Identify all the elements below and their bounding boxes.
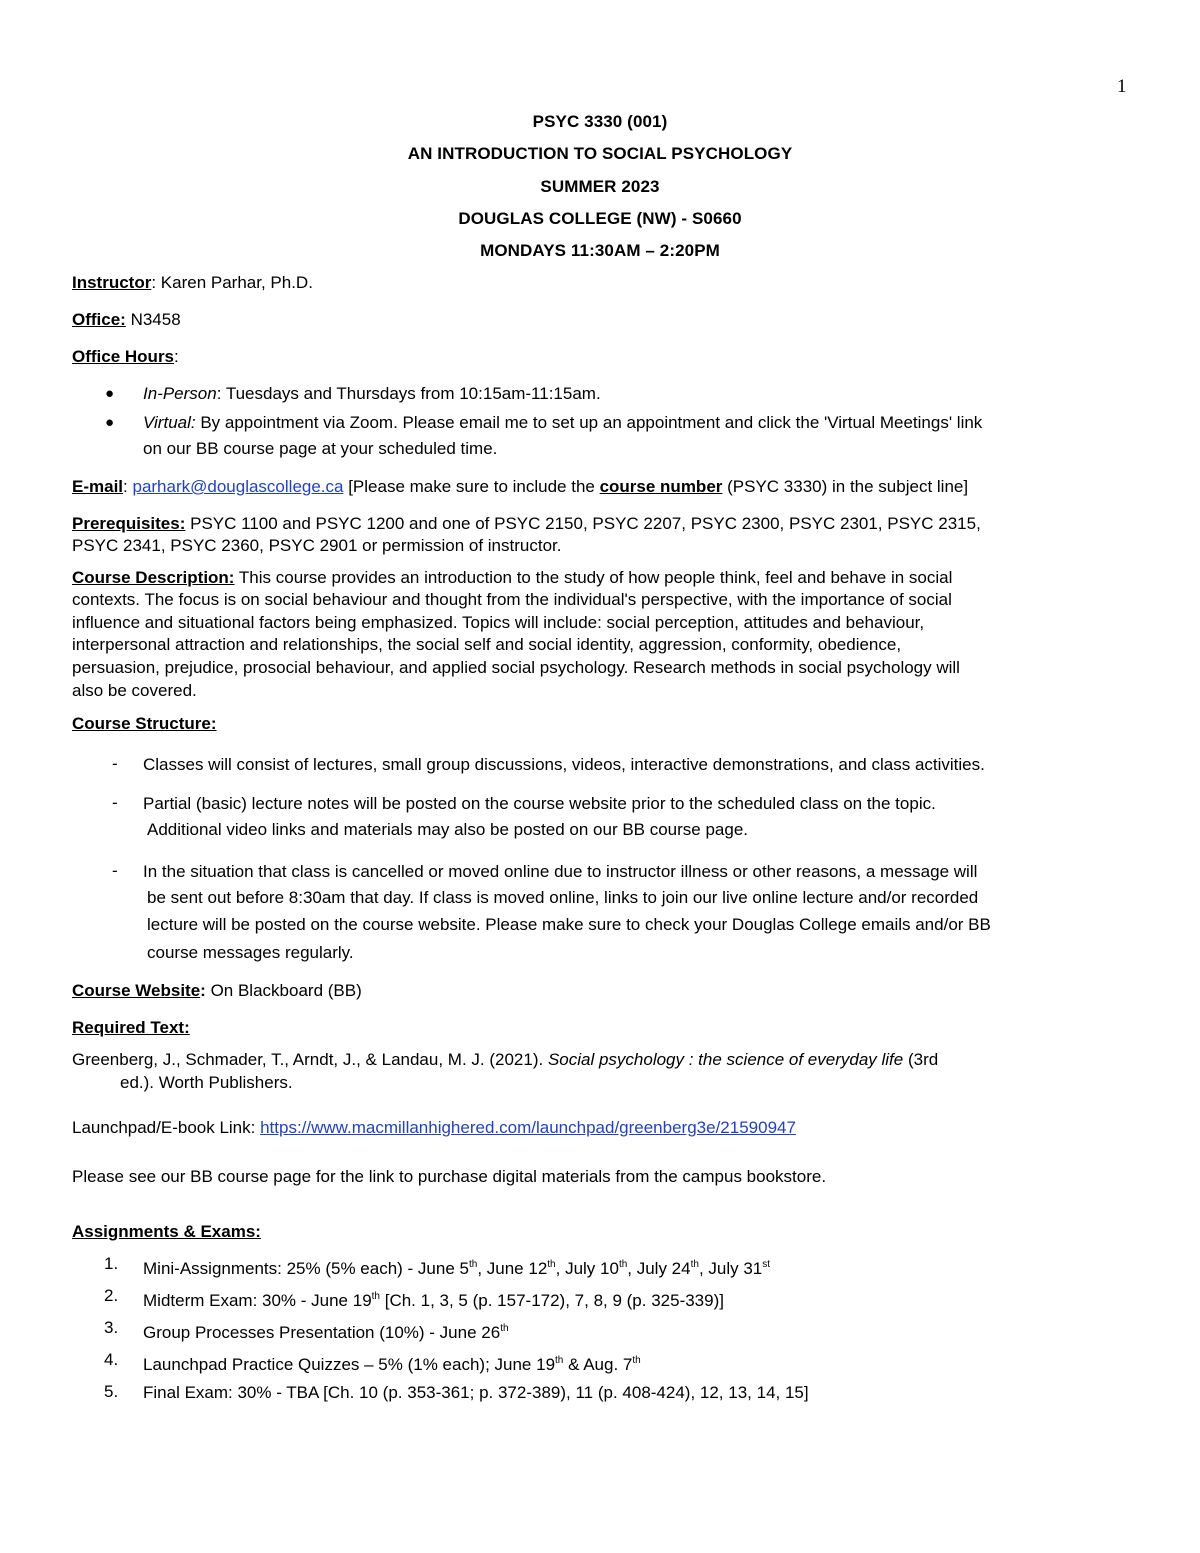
prerequisites-line-1: [72, 513, 981, 535]
assignment-item: [143, 1318, 509, 1344]
email-note-after: (PSYC 3330) in the subject line]: [722, 477, 969, 496]
ordinal-suffix: th: [555, 1355, 564, 1366]
ordinal-suffix: th: [690, 1259, 699, 1270]
term-heading: SUMMER 2023: [540, 177, 660, 196]
ordinal-suffix: th: [371, 1291, 380, 1302]
course-description-text: influence and situational factors being emphasized. Topics will include: social perception, attitudes and behaviour,: [72, 613, 925, 632]
email-note-before: [Please make sure to include the: [343, 477, 600, 496]
assignment-text: , July 10: [555, 1259, 619, 1278]
virtual-text-1: By appointment via Zoom. Please email me to set up an appointment and click the 'Virtual Meetings' link: [195, 413, 983, 432]
assignment-item: [143, 1286, 724, 1312]
ordinal-suffix: th: [618, 1259, 628, 1270]
assignment-number: 5.: [104, 1382, 119, 1401]
launchpad-label: Launchpad/E-book Link:: [72, 1118, 261, 1137]
course-website-value: On Blackboard (BB): [205, 981, 362, 1000]
assignment-text: Midterm Exam: 30% - June 19: [143, 1291, 372, 1310]
prerequisites-text-1: PSYC 1100 and PSYC 1200 and one of PSYC 2150, PSYC 2207, PSYC 2300, PSYC 2301, PSYC 2315,: [185, 514, 981, 533]
citation-title: Social psychology : the science of everyday life: [547, 1050, 904, 1069]
ordinal-suffix: th: [632, 1355, 641, 1366]
course-code-heading: PSYC 3330 (001): [532, 112, 668, 131]
instructor-label: Instructor: [72, 273, 152, 292]
assignment-text: , July 31: [698, 1259, 763, 1278]
assignment-text: Mini-Assignments: 25% (5% each) - June 5: [143, 1259, 469, 1278]
launchpad-link[interactable]: https://www.macmillanhighered.com/launchpad/greenberg3e/21590947: [260, 1118, 796, 1137]
assignment-text: , July 24: [627, 1259, 691, 1278]
citation-edition: (3rd: [903, 1050, 939, 1069]
office-line: [72, 309, 181, 331]
course-website-colon: :: [200, 981, 206, 1000]
schedule-heading: MONDAYS 11:30AM – 2:20PM: [480, 241, 720, 260]
assignment-number: 2.: [104, 1286, 119, 1305]
assignment-item: [143, 1350, 641, 1376]
in-person-label: In-Person: [143, 384, 217, 403]
assignments-label: [72, 1221, 261, 1243]
course-structure-item: course messages regularly.: [147, 943, 354, 962]
email-line: [72, 476, 968, 498]
ordinal-suffix: th: [547, 1259, 556, 1270]
page-number: 1: [1117, 76, 1127, 97]
instructor-value: : Karen Parhar, Ph.D.: [151, 273, 313, 292]
virtual-text-2: on our BB course page at your scheduled time.: [143, 439, 498, 458]
instructor-line: [72, 272, 313, 294]
office-hours-line: [72, 346, 179, 368]
virtual-label: Virtual:: [143, 413, 196, 432]
bullet-icon: ●: [105, 414, 115, 431]
bullet-icon: ●: [105, 385, 115, 402]
assignment-number: 1.: [104, 1254, 119, 1273]
assignment-text: Final Exam: 30% - TBA [Ch. 10 (p. 353-361; p. 372-389), 11 (p. 408-424), 12, 13, 14, 15]: [143, 1383, 809, 1402]
office-label: Office:: [72, 310, 126, 329]
ordinal-suffix: st: [762, 1259, 771, 1270]
prerequisites-text-2: PSYC 2341, PSYC 2360, PSYC 2901 or permission of instructor.: [72, 536, 562, 555]
citation-authors: Greenberg, J., Schmader, T., Arndt, J., & Landau, M. J. (2021).: [72, 1050, 548, 1069]
dash-icon: -: [112, 861, 118, 880]
course-description-line-1: [72, 567, 952, 589]
email-link[interactable]: parhark@douglascollege.ca: [132, 477, 344, 496]
course-title-heading: AN INTRODUCTION TO SOCIAL PSYCHOLOGY: [407, 144, 793, 163]
assignment-item: [143, 1254, 770, 1280]
assignment-text: & Aug. 7: [563, 1355, 633, 1374]
course-website-label: Course Website: [72, 981, 201, 1000]
ordinal-suffix: th: [500, 1323, 509, 1334]
course-structure-item: lecture will be posted on the course website. Please make sure to check your Douglas College emails and/or BB: [147, 915, 991, 934]
course-description-text: also be covered.: [72, 681, 197, 700]
assignment-text: [Ch. 1, 3, 5 (p. 157-172), 7, 8, 9 (p. 325-339)]: [380, 1291, 724, 1310]
assignment-number: 4.: [104, 1350, 119, 1369]
course-structure-item: In the situation that class is cancelled or moved online due to instructor illness or other reasons, a message will: [143, 862, 978, 881]
assignment-text: Group Processes Presentation (10%) - June 26: [143, 1323, 501, 1342]
course-description-label: Course Description:: [72, 568, 235, 587]
course-structure-item: be sent out before 8:30am that day. If class is moved online, links to join our live online lecture and/or recorded: [147, 888, 979, 907]
course-structure-item: Partial (basic) lecture notes will be posted on the course website prior to the scheduled class on the topic.: [143, 794, 936, 813]
course-structure-item: Classes will consist of lectures, small group discussions, videos, interactive demonstrations, and class activities.: [143, 755, 985, 774]
dash-icon: -: [112, 793, 118, 812]
email-note-bold: course number: [599, 477, 723, 496]
assignment-text: Launchpad Practice Quizzes – 5% (1% each); June 19: [143, 1355, 556, 1374]
dash-icon: -: [112, 754, 118, 773]
course-description-text: persuasion, prejudice, prosocial behaviour, and applied social psychology. Research methods in social psychology will: [72, 658, 960, 677]
email-label: E-mail: [72, 477, 124, 496]
office-hours-virtual: [143, 412, 982, 434]
launchpad-line: [72, 1117, 796, 1139]
email-colon: :: [123, 477, 133, 496]
ordinal-suffix: th: [468, 1259, 478, 1270]
course-website-line: [72, 980, 362, 1002]
office-hours-in-person: [143, 383, 601, 405]
bookstore-note: Please see our BB course page for the link to purchase digital materials from the campus bookstore.: [72, 1167, 827, 1186]
assignment-text: , June 12: [477, 1259, 548, 1278]
course-description-text: This course provides an introduction to the study of how people think, feel and behave in social: [234, 568, 953, 587]
required-text-label: [72, 1017, 190, 1039]
citation-line-1: [72, 1049, 938, 1071]
course-structure-item: Additional video links and materials may also be posted on our BB course page.: [147, 820, 749, 839]
course-description-text: contexts. The focus is on social behaviour and thought from the individual's perspective, with the importance of social: [72, 590, 952, 609]
location-heading: DOUGLAS COLLEGE (NW) - S0660: [458, 209, 742, 228]
office-hours-colon: :: [174, 347, 179, 366]
citation-line-2: ed.). Worth Publishers.: [120, 1073, 293, 1092]
office-hours-label: Office Hours: [72, 347, 175, 366]
office-value: N3458: [125, 310, 181, 329]
course-description-text: interpersonal attraction and relationships, the social self and social identity, aggression, conformity, obedience,: [72, 635, 902, 654]
in-person-text: : Tuesdays and Thursdays from 10:15am-11:15am.: [216, 384, 601, 403]
assignment-number: 3.: [104, 1318, 119, 1337]
prerequisites-label: Prerequisites:: [72, 514, 186, 533]
assignments-heading: Assignments & Exams:: [72, 1222, 261, 1241]
course-structure-label: [72, 713, 217, 735]
assignment-item: [143, 1382, 809, 1404]
course-structure-heading: Course Structure:: [72, 714, 217, 733]
required-text-heading: Required Text:: [72, 1018, 190, 1037]
